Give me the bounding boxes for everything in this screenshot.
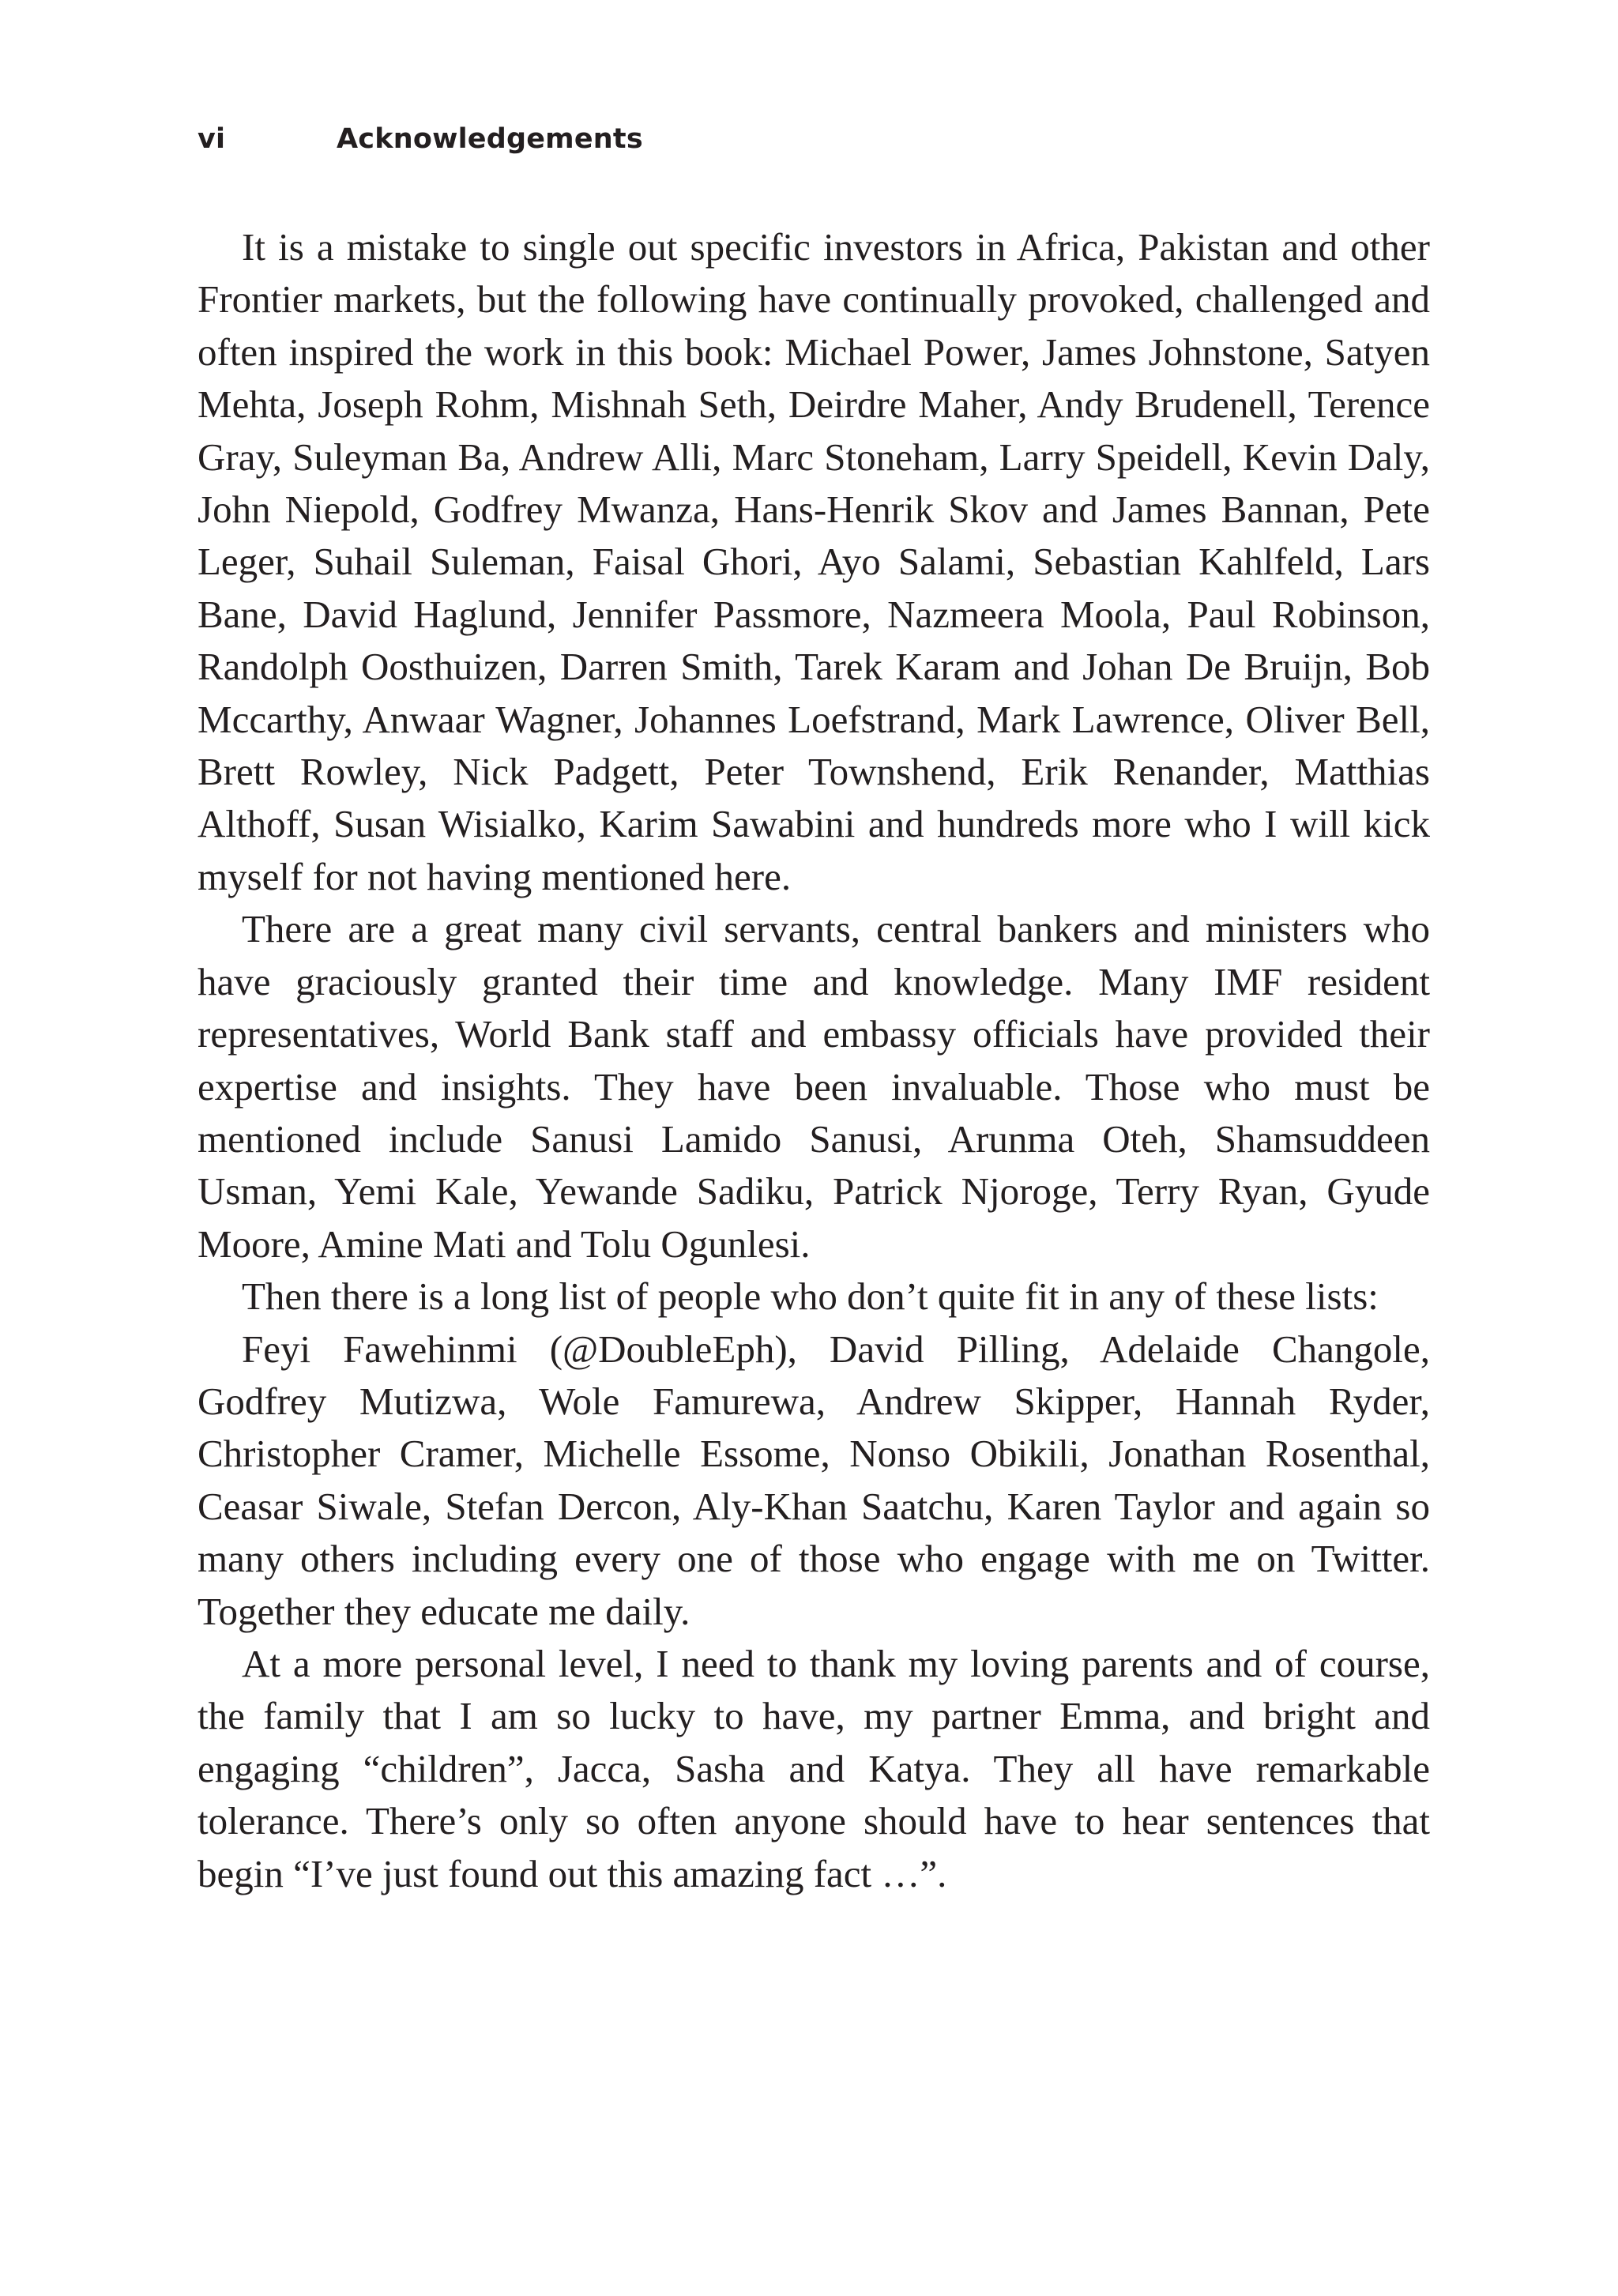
paragraph-investors: It is a mistake to single out specific investors in Africa, Pakistan and other Frontier markets, but the following have continually provoked, challenged and often inspired the work in this book: Michael Power, James Johnstone, Satyen Mehta, Joseph Rohm, Mishnah Seth, Deirdre Maher, Andy Brudenell, Terence Gray, Suleyman Ba, Andrew Alli, Marc Stoneham, Larry Speidell, Kevin Daly, John Niepold, Godfrey Mwanza, Hans-Henrik Skov and James Bannan, Pete Leger, Suhail Suleman, Faisal Ghori, Ayo Salami, Sebastian Kahlfeld, Lars Bane, David Haglund, Jennifer Passmore, Nazmeera Moola, Paul Robinson, Randolph Oosthuizen, Darren Smith, Tarek Karam and Johan De Bruijn, Bob Mccarthy, Anwaar Wagner, Johannes Loefstrand, Mark Lawrence, Oliver Bell, Brett Rowley, Nick Padgett, Peter Townshend, Erik Renander, Matthias Althoff, Susan Wisialko, Karim Sawabini and hundreds more who I will kick myself for not having mentioned here. (198, 225, 1430, 898)
paragraph-family: At a more personal level, I need to thank my loving parents and of course, the family that I am so lucky to have, my partner Emma, and bright and engaging “children”, Jacca, Sasha and Katya. They all have remarkable tolerance. There’s only so often anyone should have to hear sentences that begin “I’ve just found out this amazing fact …”. (198, 1641, 1430, 1895)
paragraph-other-people-intro: Then there is a long list of people who don’t quite fit in any of these lists: (242, 1274, 1379, 1319)
body-text (198, 221, 1430, 1900)
page-number: vi (198, 123, 226, 155)
paragraph-civil-servants: There are a great many civil servants, central bankers and ministers who have graciously granted their time and knowledge. Many IMF resident representatives, World Bank staff and embassy officials have provided their expertise and insights. They have been invaluable. Those who must be mentioned include Sanusi Lamido Sanusi, Arunma Oteh, Shamsuddeen Usman, Yemi Kale, Yewande Sadiku, Patrick Njoroge, Terry Ryan, Gyude Moore, Amine Mati and Tolu Ogunlesi. (198, 907, 1430, 1266)
running-head (198, 123, 643, 171)
running-head-title: Acknowledgements (337, 123, 643, 155)
paragraph-other-people-list: Feyi Fawehinmi (@DoubleEph), David Pilling, Adelaide Changole, Godfrey Mutizwa, Wole Famurewa, Andrew Skipper, Hannah Ryder, Christopher Cramer, Michelle Essome, Nonso Obikili, Jonathan Rosenthal, Ceasar Siwale, Stefan Dercon, Aly-Khan Saatchu, Karen Taylor and again so many others including every one of those who engage with me on Twitter. Together they educate me daily. (198, 1327, 1430, 1633)
